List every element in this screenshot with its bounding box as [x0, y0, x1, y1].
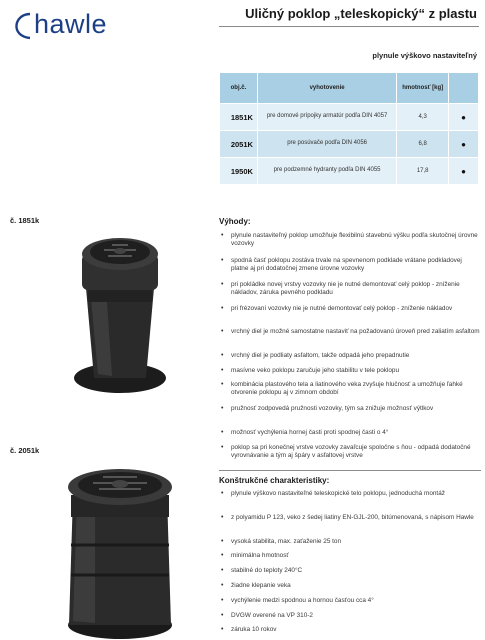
bullet-icon: •	[221, 305, 224, 312]
list-item	[219, 514, 481, 522]
table-row	[220, 131, 479, 158]
page-subtitle: plynule výškovo nastaviteľný	[372, 51, 477, 60]
page-title: Uličný poklop „teleskopický“ z plastu	[245, 6, 477, 21]
list-item	[219, 305, 481, 313]
list-item-text: pri pokládke novej vrstvy vozovky nie je nutné demontovať celý poklop - zníženie nákladov, záruka pevného podkladu	[231, 281, 460, 297]
list-item-text: vysoká stabilita, max. zaťaženie 25 ton	[231, 538, 342, 545]
bullet-icon: •	[221, 405, 224, 412]
list-item	[219, 552, 481, 560]
list-item-text: záruka 10 rokov	[231, 626, 277, 633]
list-item-text: pri frézovaní vozovky nie je nutné demontovať celý poklop - zníženie nákladov	[231, 305, 453, 312]
list-item	[219, 352, 481, 360]
characteristics-heading: Konštrukčné charakteristiky:	[219, 476, 330, 485]
product-image-2051k	[55, 455, 185, 640]
cell-mark: ●	[449, 158, 479, 185]
list-item-text: možnosť vychýlenia hornej časti proti spodnej časti o 4°	[231, 429, 389, 436]
list-item-text: minimálna hmotnosť	[231, 552, 289, 559]
spec-table	[219, 72, 479, 185]
list-item-text: plynule výškovo nastaviteľné teleskopické telo poklopu, jednoduchá montáž	[231, 490, 445, 497]
list-item-text: poklop sa pri konečnej vrstve vozovky zavaľcuje spoločne s ňou - odpadá dodatočné vyrovnávanie a tým aj špáry v asfaltovej vrstve	[231, 444, 471, 460]
list-item	[219, 281, 481, 298]
product-label-2051k: č. 2051k	[10, 446, 40, 455]
col-header-code: obj.č.	[220, 73, 258, 104]
list-item	[219, 367, 481, 375]
cell-weight: 4,3	[397, 104, 449, 131]
list-item	[219, 232, 481, 249]
col-header-design: vyhotovenie	[257, 73, 396, 104]
list-item	[219, 429, 481, 437]
list-item-text: vrchný diel je podliaty asfaltom, takže odpadá jeho prepadnutie	[231, 352, 410, 359]
list-item-text: spodná časť poklopu zostáva trvale na spevnenom podklade vrátane podkladovej platne aj pri dodatočnej zmene úrovne vozovky	[231, 257, 462, 273]
list-item	[219, 538, 481, 546]
product-label-1851k: č. 1851k	[10, 216, 40, 225]
list-item	[219, 405, 481, 413]
list-item	[219, 381, 481, 398]
list-item	[219, 257, 481, 274]
bullet-icon: •	[221, 626, 224, 633]
hawle-logo	[8, 8, 120, 42]
bullet-icon: •	[221, 429, 224, 436]
bullet-icon: •	[221, 567, 224, 574]
list-item-text: vrchný diel je možné samostatne nastaviť na požadovanú úroveň pred zaliatím asfaltom	[231, 328, 480, 335]
cell-desc: pre posúvače podľa DIN 4056	[257, 131, 396, 158]
table-row	[220, 104, 479, 131]
bullet-icon: •	[221, 582, 224, 589]
col-header-mark	[449, 73, 479, 104]
cell-mark: ●	[449, 131, 479, 158]
list-item-text: žiadne klepanie veka	[231, 582, 291, 589]
bullet-icon: •	[221, 232, 224, 239]
list-item	[219, 328, 481, 336]
cell-desc: pre domové prípojky armatúr podľa DIN 4057	[257, 104, 396, 131]
cell-code: 1851K	[220, 104, 258, 131]
cell-desc: pre podzemné hydranty podľa DIN 4055	[257, 158, 396, 185]
list-item-text: pružnosť zodpovedá pružnosti vozovky, tým sa znižuje možnosť výtlkov	[231, 405, 434, 412]
bullet-icon: •	[221, 444, 224, 451]
list-item-text: DVGW overené na VP 310-2	[231, 612, 313, 619]
bullet-icon: •	[221, 552, 224, 559]
bullet-icon: •	[221, 281, 224, 288]
cell-code: 2051K	[220, 131, 258, 158]
bullet-icon: •	[221, 257, 224, 264]
list-item	[219, 597, 481, 605]
bullet-icon: •	[221, 538, 224, 545]
logo-text: hawle	[34, 9, 108, 39]
cell-weight: 6,8	[397, 131, 449, 158]
section-divider	[219, 470, 481, 471]
bullet-icon: •	[221, 490, 224, 497]
list-item	[219, 444, 481, 461]
list-item	[219, 626, 481, 634]
bullet-icon: •	[221, 612, 224, 619]
advantages-heading: Výhody:	[219, 217, 251, 226]
product-image-1851k	[60, 228, 180, 398]
cell-mark: ●	[449, 104, 479, 131]
list-item-text: z polyamidu P 123, veko z šedej liatiny EN-GJL-200, bitúmenovaná, s nápisom Hawle	[231, 514, 474, 521]
col-header-weight: hmotnosť [kg]	[397, 73, 449, 104]
bullet-icon: •	[221, 328, 224, 335]
list-item-text: masívne veko poklopu zaručuje jeho stabilitu v tele poklopu	[231, 367, 400, 374]
table-row	[220, 158, 479, 185]
list-item-text: plynule nastaviteľný poklop umožňuje flexibilnú stavebnú výšku podľa skutočnej úrovne vozovky	[231, 232, 478, 248]
bullet-icon: •	[221, 597, 224, 604]
list-item	[219, 612, 481, 620]
list-item-text: vychýlenie medzi spodnou a hornou časťou cca 4°	[231, 597, 374, 604]
cell-code: 1950K	[220, 158, 258, 185]
table-header-row	[220, 73, 479, 104]
list-item	[219, 567, 481, 575]
bullet-icon: •	[221, 514, 224, 521]
list-item	[219, 582, 481, 590]
list-item-text: stabilné do teploty 240°C	[231, 567, 303, 574]
list-item-text: kombinácia plastového tela a liatinového veka zvyšuje hlučnosť a umožňuje ľahké otvorenie poklopu aj v zimnom období	[231, 381, 463, 397]
bullet-icon: •	[221, 367, 224, 374]
bullet-icon: •	[221, 352, 224, 359]
bullet-icon: •	[221, 381, 224, 388]
list-item	[219, 490, 481, 498]
cell-weight: 17,8	[397, 158, 449, 185]
title-divider	[219, 26, 479, 27]
